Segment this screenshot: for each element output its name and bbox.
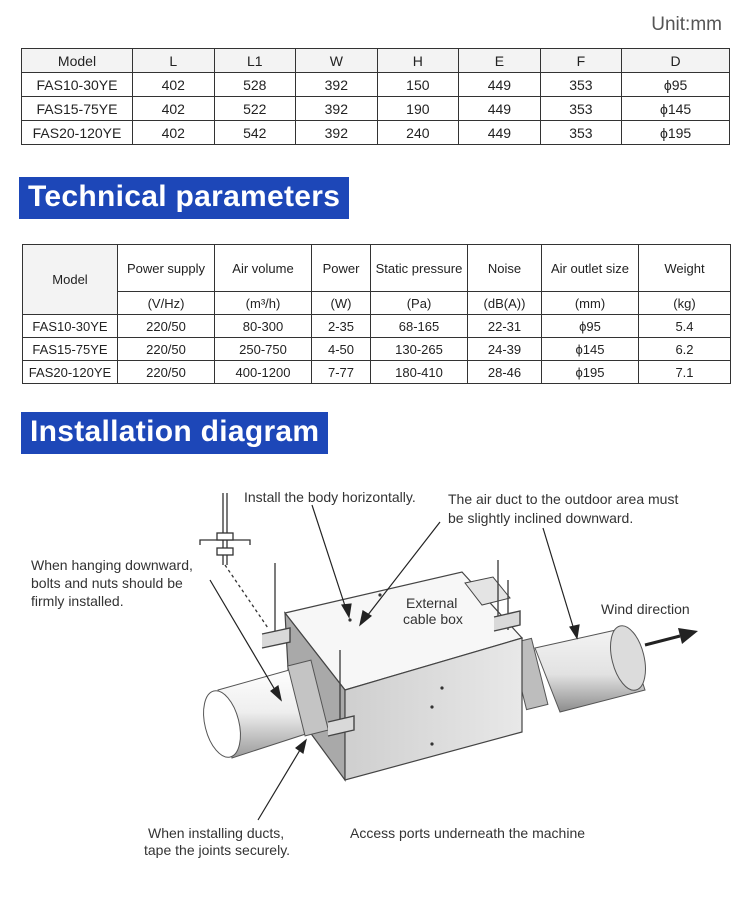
cell: ϕ95 [542, 315, 639, 338]
cell: 220/50 [118, 338, 215, 361]
cell: 449 [459, 73, 541, 97]
technical-parameters-table [22, 244, 731, 384]
unit-cell: (dB(A)) [468, 292, 542, 315]
col-header-noise: Noise [468, 245, 542, 292]
cell: ϕ195 [622, 121, 730, 145]
cell: 353 [540, 97, 622, 121]
technical-parameters-heading: Technical parameters [19, 177, 349, 219]
cell: 400-1200 [215, 361, 312, 384]
cell: FAS15-75YE [22, 97, 133, 121]
table-header-row [23, 245, 731, 292]
cell: 130-265 [371, 338, 468, 361]
unit-cell: (kg) [639, 292, 731, 315]
table-row [22, 121, 730, 145]
cell: 5.4 [639, 315, 731, 338]
cell: FAS15-75YE [23, 338, 118, 361]
cell: 353 [540, 73, 622, 97]
unit-label: Unit:mm [651, 14, 722, 35]
label-access-ports: Access ports underneath the machine [350, 825, 586, 841]
inlet-duct [197, 660, 328, 761]
cell: 180-410 [371, 361, 468, 384]
label-cable-box-2: cable box [403, 611, 463, 627]
table-header-row [22, 49, 730, 73]
cell: 220/50 [118, 361, 215, 384]
unit-cell: (m³/h) [215, 292, 312, 315]
label-wind-direction: Wind direction [601, 601, 690, 617]
unit-cell: (V/Hz) [118, 292, 215, 315]
cell: 392 [296, 121, 378, 145]
col-header-h: H [377, 49, 459, 73]
label-hanging-2: bolts and nuts should be [31, 575, 183, 591]
cell: 402 [133, 73, 215, 97]
unit-cell: (Pa) [371, 292, 468, 315]
cell: 220/50 [118, 315, 215, 338]
outlet-duct [510, 622, 651, 712]
cell: 449 [459, 97, 541, 121]
col-header-e: E [459, 49, 541, 73]
col-header-l1: L1 [214, 49, 296, 73]
cell: 392 [296, 73, 378, 97]
col-header-l: L [133, 49, 215, 73]
label-air-duct-2: be slightly inclined downward. [448, 510, 634, 526]
col-header-weight: Weight [639, 245, 731, 292]
label-air-duct-1: The air duct to the outdoor area must [448, 491, 679, 507]
cell: 402 [133, 97, 215, 121]
cell: 449 [459, 121, 541, 145]
col-header-d: D [622, 49, 730, 73]
unit-cell: (W) [312, 292, 371, 315]
col-header-model: Model [23, 245, 118, 315]
label-hanging-1: When hanging downward, [31, 557, 193, 573]
bolt-detail [200, 493, 268, 628]
dimensions-table [21, 48, 730, 145]
wind-direction-arrow [645, 628, 698, 645]
cell: FAS20-120YE [23, 361, 118, 384]
cell: 7-77 [312, 361, 371, 384]
cell: 4-50 [312, 338, 371, 361]
installation-diagram [0, 465, 750, 905]
label-cable-box-1: External [406, 595, 458, 611]
cell: 353 [540, 121, 622, 145]
cell: 22-31 [468, 315, 542, 338]
cell: 190 [377, 97, 459, 121]
cell: 150 [377, 73, 459, 97]
cell: 2-35 [312, 315, 371, 338]
ventilation-box [285, 572, 522, 780]
label-install-body: Install the body horizontally. [244, 489, 416, 505]
cell: 7.1 [639, 361, 731, 384]
cell: FAS10-30YE [23, 315, 118, 338]
cell: ϕ195 [542, 361, 639, 384]
col-header-air-outlet-size: Air outlet size [542, 245, 639, 292]
cell: 402 [133, 121, 215, 145]
cell: ϕ145 [542, 338, 639, 361]
cell: ϕ95 [622, 73, 730, 97]
installation-diagram-heading: Installation diagram [21, 412, 328, 454]
label-ducts-1: When installing ducts, [148, 825, 285, 841]
cell: 24-39 [468, 338, 542, 361]
table-row [23, 361, 731, 384]
col-header-f: F [540, 49, 622, 73]
cell: FAS20-120YE [22, 121, 133, 145]
cell: 28-46 [468, 361, 542, 384]
col-header-model: Model [22, 49, 133, 73]
cell: 80-300 [215, 315, 312, 338]
cell: 392 [296, 97, 378, 121]
col-header-air-volume: Air volume [215, 245, 312, 292]
unit-cell: (mm) [542, 292, 639, 315]
col-header-w: W [296, 49, 378, 73]
table-units-row [23, 292, 731, 315]
col-header-static-pressure: Static pressure [371, 245, 468, 292]
cell: 240 [377, 121, 459, 145]
table-row [22, 73, 730, 97]
cell: 68-165 [371, 315, 468, 338]
col-header-power-supply: Power supply [118, 245, 215, 292]
table-row [22, 97, 730, 121]
label-ducts-2: tape the joints securely. [144, 842, 291, 858]
cell: 522 [214, 97, 296, 121]
cell: ϕ145 [622, 97, 730, 121]
cell: 528 [214, 73, 296, 97]
cell: 6.2 [639, 338, 731, 361]
col-header-power: Power [312, 245, 371, 292]
table-row [23, 338, 731, 361]
label-hanging-3: firmly installed. [31, 593, 124, 609]
cell: 542 [214, 121, 296, 145]
cell: FAS10-30YE [22, 73, 133, 97]
cell: 250-750 [215, 338, 312, 361]
table-row [23, 315, 731, 338]
